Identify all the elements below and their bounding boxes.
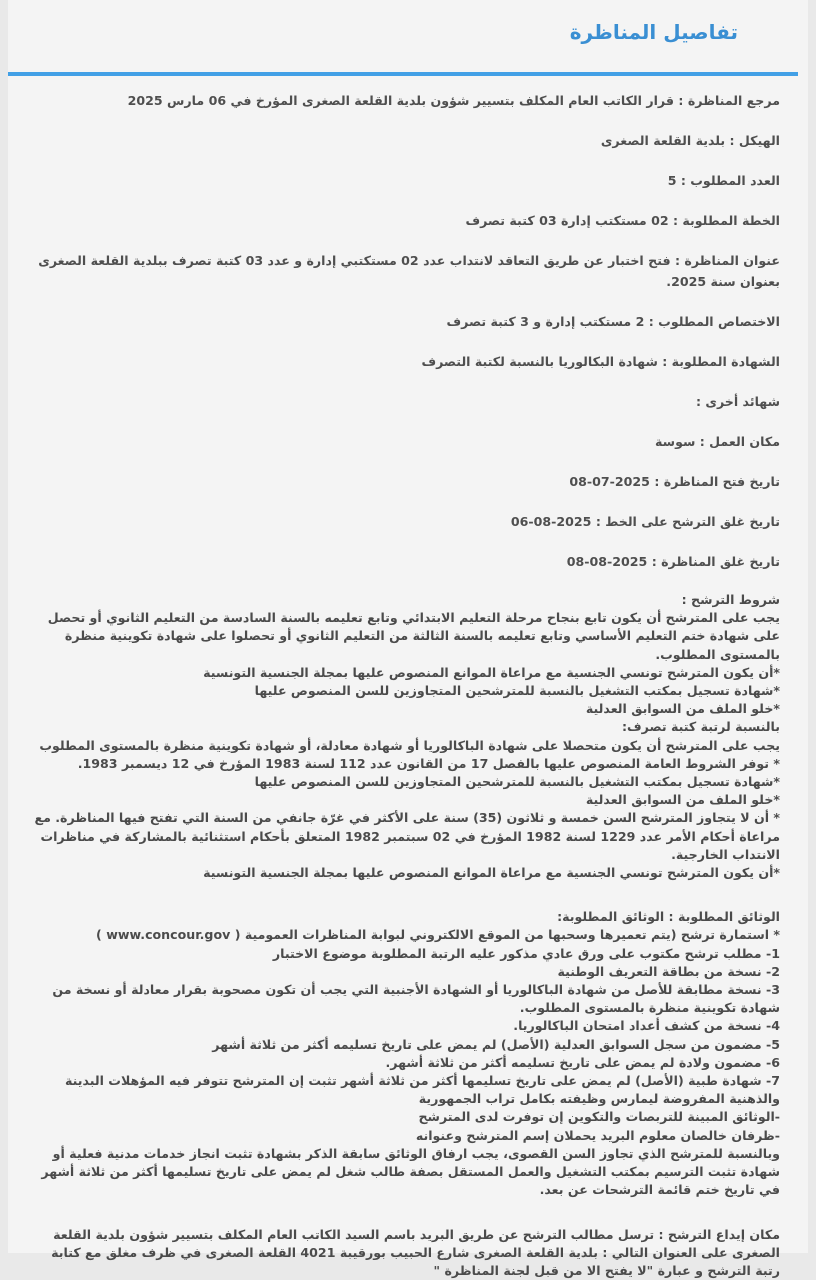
condition-line: *خلو الملف من السوابق العدلية xyxy=(26,791,780,809)
condition-line: *أن يكون المترشح تونسي الجنسية مع مراعاة الموانع المنصوص عليها بمجلة الجنسية التونسية xyxy=(26,864,780,882)
field-label: الاختصاص المطلوب xyxy=(658,314,780,329)
field-value: قرار الكاتب العام المكلف بتسيير شؤون بلدية القلعة الصغرى المؤرخ في 06 مارس 2025 xyxy=(128,93,674,108)
documents-title: الوثائق المطلوبة : الوثائق المطلوبة: xyxy=(26,908,780,926)
field-label: الهيكل xyxy=(739,133,780,148)
field-label: تاريخ فتح المناظرة xyxy=(664,474,780,489)
conditions-title: شروط الترشح : xyxy=(26,591,780,609)
field-row: الخطة المطلوبة : 02 مستكتب إدارة 03 كتبة تصرف xyxy=(26,210,780,231)
field-value: 5 xyxy=(668,173,677,188)
condition-line: * أن لا يتجاوز المترشح السن خمسة و ثلاثون (35) سنة على الأكثر في غرّة جانفي من السنة التي تفتح فيها المناظرة. مع مراعاة أحكام الأمر عدد 1229 لسنة 1982 المؤرخ في 02 سبتمبر 1982 المتعلق بأحكام استثنائية بالمشاركة في مناظرات الانتداب الخارجية. xyxy=(26,809,780,864)
contest-details-card xyxy=(8,0,808,1253)
field-row: عنوان المناظرة : فتح اختبار عن طريق التعاقد لانتداب عدد 02 مستكتبي إدارة و عدد 03 كتبة تصرف ببلدية القلعة الصغرى بعنوان سنة 2025. xyxy=(26,250,780,292)
field-value: 02 مستكتب إدارة 03 كتبة تصرف xyxy=(465,213,668,228)
condition-line: *شهادة تسجيل بمكتب التشغيل بالنسبة للمترشحين المتجاوزين للسن المنصوص عليها xyxy=(26,773,780,791)
field-value: 2 مستكتب إدارة و 3 كتبة تصرف xyxy=(447,314,645,329)
field-label: العدد المطلوب xyxy=(690,173,780,188)
field-row: تاريخ غلق الترشح على الخط : 2025-08-06 xyxy=(26,511,780,532)
document-line: 4- نسخة من كشف أعداد امتحان الباكالوريا. xyxy=(26,1017,780,1035)
document-line: وبالنسبة للمترشح الذي تجاوز السن القصوى، يجب ارفاق الوثائق سابقة الذكر بشهادة تثبت انجاز خدمات مدنية فعلية أو شهادة تثبت الترسيم بمكتب التشغيل والعمل المستقل بصفة طالب شغل لم يمض على تاريخ تسليمها أكثر من ثلاثة أشهر في تاريخ ختم قائمة الترشحات عن بعد. xyxy=(26,1145,780,1200)
document-line: 2- نسخة من بطاقة التعريف الوطنية xyxy=(26,963,780,981)
field-value: سوسة xyxy=(655,434,695,449)
field-row: الهيكل : بلدية القلعة الصغرى xyxy=(26,130,780,151)
document-line: * استمارة ترشح (يتم تعميرها وسحبها من الموقع الالكتروني لبوابة المناظرات العمومية ( www.concour.gov ) xyxy=(26,926,780,944)
documents-list xyxy=(26,926,780,1199)
field-row: الشهادة المطلوبة : شهادة البكالوريا بالنسبة لكتبة التصرف xyxy=(26,351,780,372)
field-label: شهائد أخرى xyxy=(705,394,780,409)
field-row: مرجع المناظرة : قرار الكاتب العام المكلف بتسيير شؤون بلدية القلعة الصغرى المؤرخ في 06 مارس 2025 xyxy=(26,90,780,111)
field-value: 2025-08-08 xyxy=(567,554,648,569)
field-row: العدد المطلوب : 5 xyxy=(26,170,780,191)
document-line: 7- شهادة طبية (الأصل) لم يمض على تاريخ تسليمها أكثر من ثلاثة أشهر تثبت إن المترشح تتوفر فيه المؤهلات البدينة والذهنية المفروضة ليمارس وظيفته بكامل تراب الجمهورية xyxy=(26,1072,780,1108)
conditions-list xyxy=(26,609,780,882)
field-row: تاريخ غلق المناظرة : 2025-08-08 xyxy=(26,551,780,572)
field-label: الشهادة المطلوبة xyxy=(672,354,780,369)
field-row: الاختصاص المطلوب : 2 مستكتب إدارة و 3 كتبة تصرف xyxy=(26,311,780,332)
condition-line: *شهادة تسجيل بمكتب التشغيل بالنسبة للمترشحين المتجاوزين للسن المنصوص عليها xyxy=(26,682,780,700)
condition-line: * توفر الشروط العامة المنصوص عليها بالفصل 17 من القانون عدد 112 لسنة 1983 المؤرخ في 12 ديسمبر 1983. xyxy=(26,755,780,773)
field-value: بلدية القلعة الصغرى xyxy=(601,133,725,148)
field-label: تاريخ غلق الترشح على الخط xyxy=(605,514,780,529)
page-title: تفاصيل المناظرة xyxy=(8,0,808,52)
conditions-section xyxy=(26,591,780,882)
field-value: فتح اختبار عن طريق التعاقد لانتداب عدد 02 مستكتبي إدارة و عدد 03 كتبة تصرف ببلدية القلعة الصغرى بعنوان سنة 2025. xyxy=(38,253,780,289)
contest-content xyxy=(8,76,808,1280)
documents-section xyxy=(26,908,780,1199)
field-label: الخطة المطلوبة xyxy=(682,213,780,228)
field-row: مكان العمل : سوسة xyxy=(26,431,780,452)
field-label: تاريخ غلق المناظرة xyxy=(661,554,780,569)
condition-line: يجب على المترشح أن يكون متحصلا على شهادة الباكالوريا أو شهادة معادلة، أو شهادة تكوينية منظرة بالمستوى المطلوب xyxy=(26,737,780,755)
field-label: عنوان المناظرة xyxy=(684,253,780,268)
document-line: 5- مضمون من سجل السوابق العدلية (الأصل) لم يمض على تاريخ تسليمه أكثر من ثلاثة أشهر xyxy=(26,1036,780,1054)
field-label: مرجع المناظرة xyxy=(688,93,780,108)
document-line: -الوثائق المبينة للتربصات والتكوين إن توفرت لدى المترشح xyxy=(26,1108,780,1126)
field-value: شهادة البكالوريا بالنسبة لكتبة التصرف xyxy=(421,354,657,369)
condition-line: *خلو الملف من السوابق العدلية xyxy=(26,700,780,718)
field-value: 2025-08-06 xyxy=(511,514,592,529)
condition-line: يجب على المترشح أن يكون تابع بنجاح مرحلة التعليم الابتدائي وتابع تعليمه بالسنة السادسة من التعليم الثانوي أو تحصل على شهادة ختم التعليم الأساسي وتابع تعليمه بالسنة الثالثة من التعليم الثانوي أو تحصلوا على شهادة تكوينية منظرة بالمستوى المطلوب. xyxy=(26,609,780,664)
field-label: مكان العمل xyxy=(709,434,780,449)
field-row: تاريخ فتح المناظرة : 2025-07-08 xyxy=(26,471,780,492)
field-value: 2025-07-08 xyxy=(569,474,650,489)
deposit-section xyxy=(26,1226,780,1280)
condition-line: بالنسبة لرتبة كتبة تصرف: xyxy=(26,718,780,736)
document-line: 1- مطلب ترشح مكتوب على ورق عادي مذكور عليه الرتبة المطلوبة موضوع الاختبار xyxy=(26,945,780,963)
document-line: 3- نسخة مطابقة للأصل من شهادة الباكالوريا أو الشهادة الأجنبية التي يجب أن تكون مصحوبة بقرار معادلة أو نسخة من شهادة تكوينية منظرة بالمستوى المطلوب. xyxy=(26,981,780,1017)
condition-line: *أن يكون المترشح تونسي الجنسية مع مراعاة الموانع المنصوص عليها بمجلة الجنسية التونسية xyxy=(26,664,780,682)
document-line: 6- مضمون ولادة لم يمض على تاريخ تسليمه أكثر من ثلاثة أشهر. xyxy=(26,1054,780,1072)
field-row: شهائد أخرى : xyxy=(26,391,780,412)
document-line: -ظرفان خالصان معلوم البريد يحملان إسم المترشح وعنوانه xyxy=(26,1127,780,1145)
field-list xyxy=(26,90,780,572)
deposit-text: مكان إيداع الترشح : ترسل مطالب الترشح عن طريق البريد باسم السيد الكاتب العام المكلف بتسيير شؤون بلدية القلعة الصغرى على العنوان التالي : بلدية القلعة الصغرى شارع الحبيب بورقيبة 4021 القلعة الصغرى في ظرف مغلق مع كتابة رتبة الترشح و عبارة "لا يفتح الا من قبل لجنة المناظرة " xyxy=(26,1226,780,1280)
